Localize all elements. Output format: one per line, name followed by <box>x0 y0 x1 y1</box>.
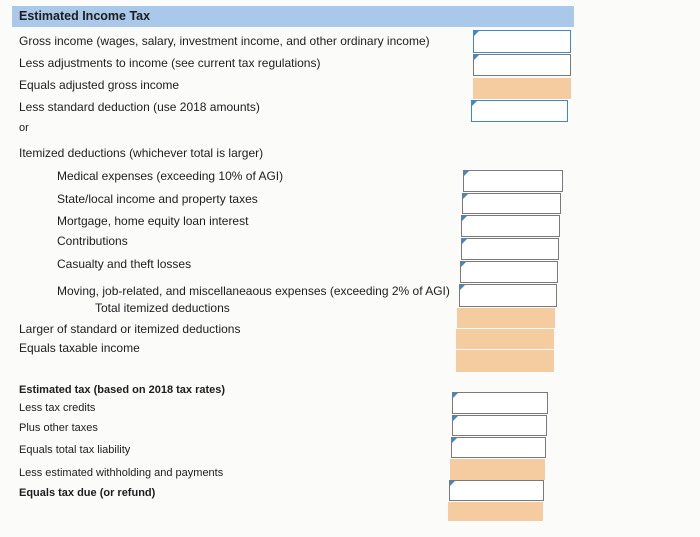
other-taxes-label: Plus other taxes <box>19 422 98 434</box>
medical-input[interactable] <box>463 170 563 192</box>
estimated-tax-label: Estimated tax (based on 2018 tax rates) <box>19 384 226 396</box>
tax-due-label: Equals tax due (or refund) <box>19 487 156 499</box>
withholding-input[interactable] <box>449 480 544 501</box>
less-adjustments-label: Less adjustments to income (see current tax regulations) <box>19 56 321 70</box>
agi-label: Equals adjusted gross income <box>19 78 180 92</box>
withholding-label: Less estimated withholding and payments <box>19 467 224 479</box>
gross-income-input[interactable] <box>473 30 571 53</box>
casualty-label: Casualty and theft losses <box>57 257 192 271</box>
standard-deduction-label: Less standard deduction (use 2018 amounts) <box>19 100 260 114</box>
larger-deduction-result <box>456 329 554 349</box>
tax-credits-input[interactable] <box>452 415 547 436</box>
tax-due-result <box>448 502 543 521</box>
medical-label: Medical expenses (exceeding 10% of AGI) <box>57 169 284 183</box>
standard-deduction-input[interactable] <box>471 100 568 122</box>
total-itemized-label: Total itemized deductions <box>95 301 230 315</box>
taxable-income-result <box>456 350 554 372</box>
total-itemized-result <box>457 308 555 328</box>
tax-credits-label: Less tax credits <box>19 402 96 414</box>
contributions-input[interactable] <box>461 238 559 260</box>
mortgage-label: Mortgage, home equity loan interest <box>57 214 249 228</box>
contributions-label: Contributions <box>57 234 128 248</box>
mortgage-input[interactable] <box>461 215 560 237</box>
total-liability-label: Equals total tax liability <box>19 444 131 456</box>
casualty-input[interactable] <box>460 261 558 283</box>
state-local-label: State/local income and property taxes <box>57 192 258 206</box>
moving-input[interactable] <box>459 284 557 307</box>
moving-label: Moving, job-related, and miscellaneaous expenses (exceeding 2% of AGI) <box>57 284 450 298</box>
total-liability-result <box>450 459 545 480</box>
state-local-input[interactable] <box>462 193 561 214</box>
less-adjustments-input[interactable] <box>473 54 571 76</box>
gross-income-label: Gross income (wages, salary, investment income, and other ordinary income) <box>19 34 430 48</box>
taxable-income-label: Equals taxable income <box>19 341 140 355</box>
or-label: or <box>19 122 29 134</box>
section-header: Estimated Income Tax <box>12 6 574 27</box>
estimated-tax-input[interactable] <box>452 392 548 414</box>
larger-deduction-label: Larger of standard or itemized deductions <box>19 322 241 336</box>
agi-result <box>473 78 571 99</box>
other-taxes-input[interactable] <box>451 437 546 458</box>
itemized-header-label: Itemized deductions (whichever total is larger) <box>19 146 264 160</box>
